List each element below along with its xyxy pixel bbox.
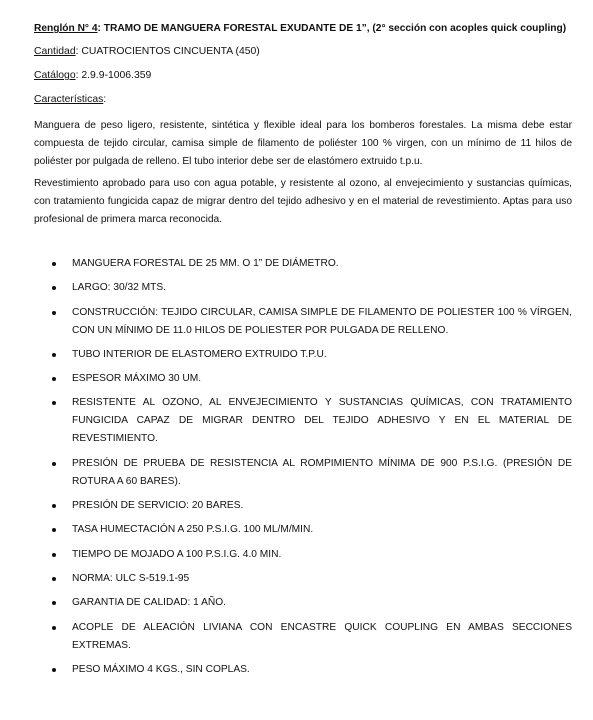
spec-item [34,661,572,679]
spec-text: CONSTRUCCIÓN: TEJIDO CIRCULAR, CAMISA SIMPLE DE FILAMENTO DE POLIESTER 100 % VÍRGEN, CON UN MÍNIMO DE 11.0 HILOS DE POLIESTER POR PULGADA DE RELLENO. [72,306,572,336]
spec-item [34,570,572,588]
catalog-label: Catálogo [34,70,76,81]
item-title: : TRAMO DE MANGUERA FORESTAL EXUDANTE DE 1”, (2° sección con acoples quick coupling) [97,23,567,34]
bullet-icon [52,504,56,508]
item-heading [34,22,572,36]
spec-text: ESPESOR MÁXIMO 30 UM. [72,373,202,385]
spec-text: GARANTIA DE CALIDAD: 1 AÑO. [72,597,226,609]
document [34,22,572,685]
item-number-label: Renglón N° 4 [34,23,98,34]
spec-text: RESISTENTE AL OZONO, AL ENVEJECIMIENTO Y SUSTANCIAS QUÍMICAS, CON TRATAMIENTO FUNGICIDA CAPAZ DE MIGRAR DENTRO DEL TEJIDO ADHESIVO Y EN EL MATERIAL DE REVESTIMIENTO. [72,397,572,445]
spec-item [34,394,572,448]
spec-text: ACOPLE DE ALEACIÓN LIVIANA CON ENCASTRE QUICK COUPLING EN AMBAS SECCIONES EXTREMAS. [72,621,572,651]
spec-item [34,346,572,364]
bullet-icon [52,553,56,557]
quantity-field [34,45,572,59]
spec-list [34,255,572,679]
spec-item [34,455,572,491]
spec-item [34,521,572,539]
catalog-value: : 2.9.9-1006.359 [75,70,152,81]
spec-item [34,619,572,655]
spec-text: PRESIÓN DE SERVICIO: 20 BARES. [72,500,244,512]
bullet-icon [52,311,56,315]
features-heading [34,93,572,107]
bullet-icon [52,401,56,405]
spec-item [34,546,572,564]
spec-text: NORMA: ULC S-519.1-95 [72,572,190,584]
bullet-icon [52,528,56,532]
features-label: Características [34,94,104,105]
spec-item [34,370,572,388]
spec-text: TUBO INTERIOR DE ELASTOMERO EXTRUIDO T.P.U. [72,348,327,360]
bullet-icon [52,626,56,630]
features-colon: : [103,94,107,105]
spec-item [34,304,572,340]
bullet-icon [52,262,56,266]
spec-text: LARGO: 30/32 MTS. [72,282,166,294]
description-paragraph: Revestimiento aprobado para uso con agua potable, y resistente al ozono, al envejecimiento y sustancias químicas, con tratamiento fungicida capaz de migrar dentro del tejido adhesivo y en el material de revestimiento. Aptas para uso profesional de primera marca reconocida. [34,178,572,225]
spec-text: PESO MÁXIMO 4 KGS., SIN COPLAS. [72,663,250,675]
bullet-icon [52,286,56,290]
spec-item [34,279,572,297]
spec-text: PRESIÓN DE PRUEBA DE RESISTENCIA AL ROMPIMIENTO MÍNIMA DE 900 P.S.I.G. (PRESIÓN DE ROTURA A 60 BARES). [72,457,572,487]
bullet-icon [52,377,56,381]
spec-item [34,497,572,515]
bullet-icon [52,353,56,357]
quantity-label: Cantidad [34,46,76,57]
spec-text: TASA HUMECTACIÓN A 250 P.S.I.G. 100 ML/M/MIN. [72,524,314,536]
bullet-icon [52,577,56,581]
bullet-icon [52,462,56,466]
spec-item [34,255,572,273]
description-paragraph: Manguera de peso ligero, resistente, sintética y flexible ideal para los bomberos forestales. La misma debe estar compuesta de tejido circular, camisa simple de filamento de poliéster 100 % virgen, con un mínimo de 11 hilos de poliéster por pulgada de relleno. El tubo interior debe ser de elastómero extruido t.p.u. [34,120,572,167]
spec-text: TIEMPO DE MOJADO A 100 P.S.I.G. 4.0 MIN. [72,548,282,560]
bullet-icon [52,601,56,605]
catalog-field [34,69,572,83]
spec-item [34,594,572,612]
spec-text: MANGUERA FORESTAL DE 25 MM. O 1” DE DIÁMETRO. [72,258,339,269]
quantity-value: : CUATROCIENTOS CINCUENTA (450) [75,46,260,57]
bullet-icon [52,668,56,672]
